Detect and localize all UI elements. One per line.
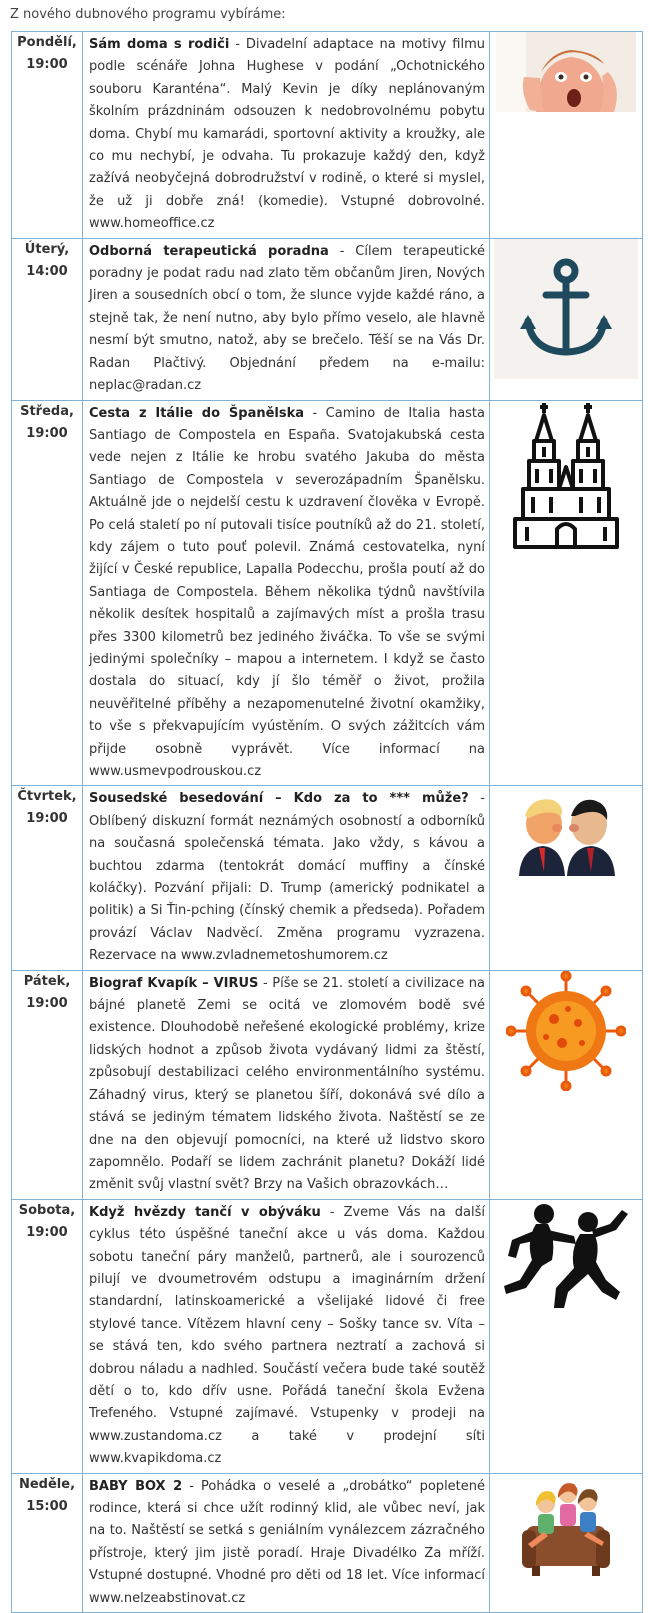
day-time: 19:00	[26, 57, 68, 72]
event-title: Odborná terapeutická poradna	[89, 243, 329, 259]
event-text: - Pohádka o veselé a „drobátko“ popletené rodince, která si chce užít rodinný klid, ale vůbec neví, jak na to. Naštěstí se setká s geniálním vynálezcem zázračného přístroje, který jim jistě poradí. Hraje Divadélko Za mříží. Vstupné dostupné. Vhodné pro děti od 18 let. Více informací www.nelzeabstinovat.cz	[89, 1478, 486, 1606]
day-name: Sobota,	[18, 1202, 76, 1218]
event-title: Když hvězdy tančí v obýváku	[89, 1204, 321, 1220]
day-name: Pondělí,	[17, 35, 77, 50]
virus-illustration	[506, 971, 626, 1091]
program-table	[11, 31, 643, 1613]
day-cell	[12, 1199, 83, 1473]
description-cell	[83, 970, 490, 1199]
event-title: Sousedské besedování – Kdo za to *** může?	[89, 791, 469, 807]
description-cell	[83, 786, 490, 970]
kevin-face-photo	[496, 32, 636, 112]
image-cell	[490, 970, 643, 1199]
image-cell	[490, 400, 643, 786]
program-row	[12, 32, 643, 239]
program-row	[12, 1199, 643, 1473]
event-text: - Píše se 21. století a civilizace na bájné planetě Zemi se ocitá ve zlomovém bodě své existence. Dlouhodobě neřešené ekologické problémy, krize lidských hodnot a způsob života vydávaný lidmi za štěstí, způsobují destabilizaci celého environmentálního systému. Záhadný virus, který se planetou šíří, dokonává své dílo a stává se jediným tématem lidského života. Naštěstí se ze dne na den objevují pomocníci, na které už lidstvo skoro zapomnělo. Podaří se lidem zachránit planetu? Dokáží lidé změnit svůj vlastní svět? Brzy na Vašich obrazovkách…	[89, 975, 485, 1193]
cathedral-icon	[511, 401, 621, 551]
image-cell	[490, 1199, 643, 1473]
event-title: BABY BOX 2	[89, 1478, 183, 1494]
two-caricatures-illustration	[511, 786, 621, 876]
day-name: Neděle,	[18, 1476, 76, 1492]
family-on-sofa-illustration	[518, 1474, 614, 1578]
day-cell	[12, 400, 83, 786]
event-title: Sám doma s rodiči	[89, 37, 230, 52]
day-time: 14:00	[26, 263, 68, 279]
anchor-icon	[494, 239, 638, 379]
day-name: Čtvrtek,	[17, 789, 77, 805]
day-name: Pátek,	[23, 973, 71, 989]
day-time: 19:00	[26, 995, 68, 1011]
day-name: Úterý,	[24, 241, 70, 257]
day-time: 15:00	[26, 1498, 68, 1514]
day-time: 19:00	[26, 425, 68, 441]
image-cell	[490, 1473, 643, 1612]
dancing-couple-silhouette	[496, 1200, 636, 1310]
event-text: - Oblíbený diskuzní formát neznámých osobností a odborníků na současná společenská témata. Jako vždy, s kávou a buchtou zdarma (tentokrát domácí muffiny a čínské koláčky). Pozvání přijali: D. Trump (americký podnikatel a politik) a Si Ťin-pching (čínský chemik a předseda). Pořadem provází Václav Nadvěcí. Změna programu vyzrazena. Rezervace na www.zvladnemetoshumorem.cz	[89, 791, 486, 964]
day-name: Středa,	[20, 403, 74, 419]
day-cell	[12, 1473, 83, 1612]
description-cell	[83, 1199, 490, 1473]
day-cell	[12, 970, 83, 1199]
event-text: - Cílem terapeutické poradny je podat radu nad zlato těm občanům Jiren, Nových Jiren a sousedních obcí o tom, že slunce vyjde každé ráno, a stejně tak, že není nutno, aby bylo přímo veselo, ale hlavně nesmí být smutno, natož, aby se brečelo. Těší se na Vás Dr. Radan Plačtivý. Objednání předem na e-mailu: neplac@radan.cz	[89, 243, 485, 394]
description-cell	[83, 32, 490, 239]
day-cell	[12, 786, 83, 970]
program-row	[12, 786, 643, 970]
description-cell	[83, 1473, 490, 1612]
image-cell	[490, 238, 643, 400]
program-row	[12, 238, 643, 400]
program-row	[12, 1473, 643, 1612]
day-time: 19:00	[26, 811, 68, 827]
image-cell	[490, 786, 643, 970]
day-time: 19:00	[26, 1224, 68, 1240]
event-text: - Camino de Italia hasta Santiago de Compostela en España. Svatojakubská cesta vede nejen z Itálie ke hrobu svatého Jakuba do města Santiago de Compostela v severozápadním Španělsku. Aktuálně jde o nejdelší cestu k uzdravení člověka v Evropě. Po celá staletí po ní putovali tisíce poutníků až do 21. století, kdy zájem o tuto pouť polevil. Známá cestovatelka, nyní žijící v České republice, Lapalla Podecchu, prošla poutí až do Santiaga de Compostela. Během několika týdnů navštívila několik desítek hospitalů a zajímavých míst a prošla trasu přes 3300 kilometrů bez jediného živáčka. To vše se svými jedinými společníky – mapou a internetem. I když se často dostala do situací, kdy jí šlo téměř o život, prožila neuvěřitelné příběhy a nezapomenutelné životní okamžiky, to vše s překvapujícím vyústěním. O svých zážitcích vám přijde osobně vyprávět. Více informací na www.usmevpodrouskou.cz	[89, 405, 486, 779]
image-cell	[490, 32, 643, 239]
intro-text: Z nového dubnového programu vybíráme:	[10, 7, 286, 22]
event-text: - Zveme Vás na další cyklus této úspěšné taneční akce u vás doma. Každou sobotu taneční páry manželů, partnerů, ale i sourozenců pilují ve dvoumetrovém odstupu a imaginárním držení standardní, latinskoamerické a všelijaké lidové či free stylové tance. Vítězem hlavní ceny – Sošky tance sv. Víta – se stává ten, kdo svého partnera neztratí a zachová si dobrou náladu a nadhled. Součástí večera bude také soutěž dětí o to, kdo dřív usne. Pořádá taneční škola Evžena Trefeného. Vstupné zajímavé. Vstupenky v prodeji na www.zustandoma.cz a také v prodejní síti www.kvapikdoma.cz	[89, 1204, 486, 1467]
description-cell	[83, 400, 490, 786]
day-cell	[12, 32, 83, 239]
program-row	[12, 400, 643, 786]
event-text: - Divadelní adaptace na motivy filmu podle scénáře Johna Hughese v podání „Ochotnického souboru Karanténa“. Malý Kevin je díky neplánovaným školním prázdninám odsouzen k nedobrovolnému pobytu doma. Chybí mu kamarádi, sportovní aktivity a kroužky, ale co mu nechybí, je odvaha. Tu prokazuje každý den, když zažívá neobyčejná dobrodružství v rodině, o které si myslel, že už ji dobře zná! (komedie). Vstupné dobrovolné. www.homeoffice.cz	[89, 37, 485, 232]
event-title: Cesta z Itálie do Španělska	[89, 405, 305, 421]
event-title: Biograf Kvapík – VIRUS	[89, 975, 259, 991]
description-cell	[83, 238, 490, 400]
program-row	[12, 970, 643, 1199]
day-cell	[12, 238, 83, 400]
